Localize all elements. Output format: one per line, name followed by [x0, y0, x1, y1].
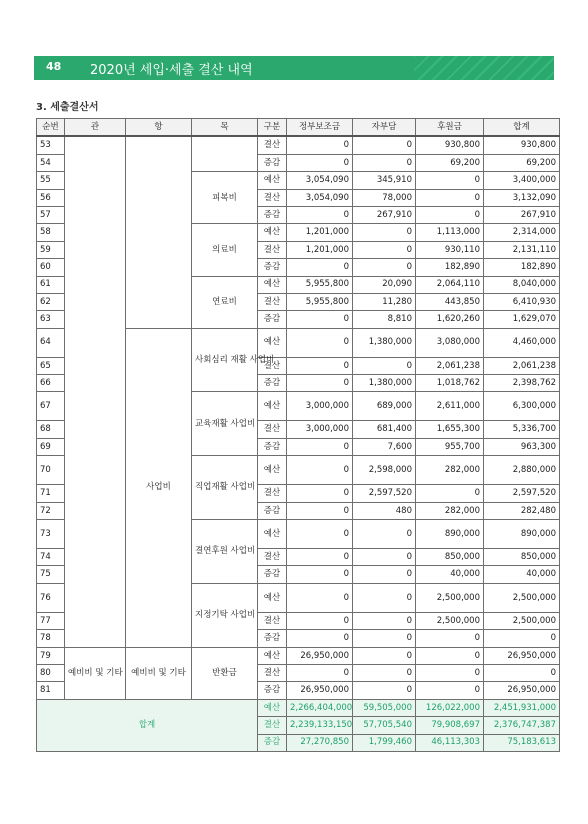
row-gov: 0 — [287, 357, 353, 374]
row-div: 증감 — [258, 630, 287, 647]
row-spon: 0 — [416, 647, 484, 664]
row-div: 결산 — [258, 485, 287, 502]
row-no: 77 — [37, 612, 65, 629]
row-div: 결산 — [258, 549, 287, 566]
row-sum: 182,890 — [484, 259, 560, 276]
row-no: 80 — [37, 664, 65, 681]
row-self: 0 — [353, 630, 416, 647]
col-no: 순번 — [37, 119, 65, 137]
row-gov: 0 — [287, 520, 353, 549]
row-sum: 2,131,110 — [484, 241, 560, 258]
row-gov: 0 — [287, 259, 353, 276]
row-div: 결산 — [258, 421, 287, 438]
row-div: 결산 — [258, 357, 287, 374]
row-no: 56 — [37, 189, 65, 206]
total-self: 57,705,540 — [353, 717, 416, 734]
row-self: 20,090 — [353, 276, 416, 293]
row-gov: 0 — [287, 612, 353, 629]
mok-cell: 지정기탁 사업비 — [192, 583, 258, 647]
row-div: 예산 — [258, 276, 287, 293]
row-sum: 26,950,000 — [484, 682, 560, 699]
row-spon: 2,611,000 — [416, 392, 484, 421]
row-sum: 0 — [484, 664, 560, 681]
row-self: 1,380,000 — [353, 375, 416, 392]
row-self: 0 — [353, 664, 416, 681]
total-label: 합계 — [37, 699, 258, 751]
row-gov: 0 — [287, 456, 353, 485]
total-sum: 2,451,931,000 — [484, 699, 560, 716]
row-div: 예산 — [258, 456, 287, 485]
row-spon: 0 — [416, 485, 484, 502]
row-spon: 1,113,000 — [416, 224, 484, 241]
total-spon: 79,908,697 — [416, 717, 484, 734]
row-div: 예산 — [258, 328, 287, 357]
row-self: 2,598,000 — [353, 456, 416, 485]
gwan-cell — [65, 136, 126, 647]
row-div: 예산 — [258, 172, 287, 189]
row-no: 65 — [37, 357, 65, 374]
gwan-cell: 예비비 및 기타 — [65, 647, 126, 699]
row-no: 59 — [37, 241, 65, 258]
total-sum: 2,376,747,387 — [484, 717, 560, 734]
table-row — [37, 647, 560, 664]
row-sum: 2,398,762 — [484, 375, 560, 392]
row-self: 8,810 — [353, 311, 416, 328]
total-sum: 75,183,613 — [484, 734, 560, 751]
row-self: 11,280 — [353, 293, 416, 310]
row-sum: 2,500,000 — [484, 612, 560, 629]
row-no: 71 — [37, 485, 65, 502]
page-title: 2020년 세입·세출 결산 내역 — [90, 63, 253, 78]
row-sum: 2,314,000 — [484, 224, 560, 241]
mok-cell: 반환금 — [192, 647, 258, 699]
row-spon: 0 — [416, 682, 484, 699]
mok-cell-blank — [192, 136, 258, 171]
col-mok: 목 — [192, 119, 258, 137]
table-row — [37, 136, 560, 154]
total-gov: 2,239,133,150 — [287, 717, 353, 734]
row-self: 0 — [353, 682, 416, 699]
row-no: 60 — [37, 259, 65, 276]
row-self: 0 — [353, 241, 416, 258]
row-no: 81 — [37, 682, 65, 699]
row-gov: 1,201,000 — [287, 224, 353, 241]
row-spon: 1,655,300 — [416, 421, 484, 438]
row-div: 결산 — [258, 189, 287, 206]
row-sum: 890,000 — [484, 520, 560, 549]
row-sum: 2,597,520 — [484, 485, 560, 502]
row-spon: 443,850 — [416, 293, 484, 310]
row-sum: 850,000 — [484, 549, 560, 566]
row-gov: 0 — [287, 583, 353, 612]
total-row — [37, 699, 560, 716]
row-div: 예산 — [258, 224, 287, 241]
row-no: 54 — [37, 154, 65, 171]
row-spon: 2,064,110 — [416, 276, 484, 293]
row-self: 0 — [353, 647, 416, 664]
row-sum: 282,480 — [484, 502, 560, 519]
hang-cell-blank — [126, 136, 192, 328]
hang-cell: 사업비 — [126, 328, 192, 647]
row-gov: 0 — [287, 311, 353, 328]
row-sum: 69,200 — [484, 154, 560, 171]
row-gov: 0 — [287, 630, 353, 647]
total-gov: 2,266,404,000 — [287, 699, 353, 716]
row-gov: 1,201,000 — [287, 241, 353, 258]
section-title: 3. 세출결산서 — [36, 102, 99, 113]
total-div: 결산 — [258, 717, 287, 734]
total-self: 59,505,000 — [353, 699, 416, 716]
mok-cell: 의료비 — [192, 224, 258, 276]
row-no: 63 — [37, 311, 65, 328]
row-no: 78 — [37, 630, 65, 647]
row-div: 증감 — [258, 566, 287, 583]
row-div: 결산 — [258, 293, 287, 310]
mok-cell: 결연후원 사업비 — [192, 520, 258, 584]
expenditure-table — [36, 118, 560, 752]
row-div: 증감 — [258, 154, 287, 171]
row-self: 0 — [353, 224, 416, 241]
row-spon: 0 — [416, 189, 484, 206]
row-div: 증감 — [258, 438, 287, 455]
total-spon: 126,022,000 — [416, 699, 484, 716]
row-div: 증감 — [258, 206, 287, 223]
total-div: 예산 — [258, 699, 287, 716]
row-sum: 6,410,930 — [484, 293, 560, 310]
row-gov: 26,950,000 — [287, 647, 353, 664]
row-gov: 0 — [287, 502, 353, 519]
row-sum: 0 — [484, 630, 560, 647]
row-sum: 5,336,700 — [484, 421, 560, 438]
row-sum: 6,300,000 — [484, 392, 560, 421]
row-sum: 963,300 — [484, 438, 560, 455]
row-no: 74 — [37, 549, 65, 566]
row-gov: 5,955,800 — [287, 293, 353, 310]
row-self: 480 — [353, 502, 416, 519]
mok-cell: 사회심리 재활 사업비 — [192, 328, 258, 392]
col-self: 자부담 — [353, 119, 416, 137]
row-self: 0 — [353, 583, 416, 612]
row-div: 증감 — [258, 682, 287, 699]
row-gov: 0 — [287, 375, 353, 392]
mok-cell: 교육재활 사업비 — [192, 392, 258, 456]
row-spon: 930,110 — [416, 241, 484, 258]
row-spon: 2,500,000 — [416, 612, 484, 629]
col-hang: 항 — [126, 119, 192, 137]
row-self: 0 — [353, 566, 416, 583]
row-div: 예산 — [258, 647, 287, 664]
row-sum: 8,040,000 — [484, 276, 560, 293]
row-spon: 0 — [416, 630, 484, 647]
hang-cell: 예비비 및 기타 — [126, 647, 192, 699]
row-spon: 182,890 — [416, 259, 484, 276]
row-div: 예산 — [258, 520, 287, 549]
total-div: 증감 — [258, 734, 287, 751]
row-no: 57 — [37, 206, 65, 223]
row-no: 58 — [37, 224, 65, 241]
row-self: 689,000 — [353, 392, 416, 421]
row-gov: 0 — [287, 549, 353, 566]
row-div: 결산 — [258, 664, 287, 681]
mok-cell: 직업재활 사업비 — [192, 456, 258, 520]
col-gwan: 관 — [65, 119, 126, 137]
row-no: 70 — [37, 456, 65, 485]
row-spon: 3,080,000 — [416, 328, 484, 357]
row-spon: 1,018,762 — [416, 375, 484, 392]
mok-cell: 연료비 — [192, 276, 258, 328]
row-gov: 0 — [287, 328, 353, 357]
col-div: 구분 — [258, 119, 287, 137]
row-spon: 282,000 — [416, 502, 484, 519]
row-self: 78,000 — [353, 189, 416, 206]
row-no: 62 — [37, 293, 65, 310]
row-no: 79 — [37, 647, 65, 664]
row-no: 69 — [37, 438, 65, 455]
row-no: 67 — [37, 392, 65, 421]
row-spon: 2,500,000 — [416, 583, 484, 612]
row-spon: 850,000 — [416, 549, 484, 566]
row-spon: 282,000 — [416, 456, 484, 485]
row-no: 73 — [37, 520, 65, 549]
row-no: 61 — [37, 276, 65, 293]
row-spon: 69,200 — [416, 154, 484, 171]
row-self: 1,380,000 — [353, 328, 416, 357]
row-div: 결산 — [258, 241, 287, 258]
row-self: 0 — [353, 357, 416, 374]
row-gov: 26,950,000 — [287, 682, 353, 699]
row-gov: 0 — [287, 664, 353, 681]
total-spon: 46,113,303 — [416, 734, 484, 751]
row-spon: 40,000 — [416, 566, 484, 583]
row-spon: 0 — [416, 664, 484, 681]
total-gov: 27,270,850 — [287, 734, 353, 751]
row-gov: 3,054,090 — [287, 172, 353, 189]
row-gov: 0 — [287, 566, 353, 583]
row-self: 0 — [353, 612, 416, 629]
row-no: 68 — [37, 421, 65, 438]
row-div: 결산 — [258, 136, 287, 154]
row-spon: 890,000 — [416, 520, 484, 549]
row-sum: 2,500,000 — [484, 583, 560, 612]
row-sum: 3,132,090 — [484, 189, 560, 206]
row-sum: 3,400,000 — [484, 172, 560, 189]
row-no: 75 — [37, 566, 65, 583]
row-no: 76 — [37, 583, 65, 612]
row-spon: 930,800 — [416, 136, 484, 154]
row-self: 2,597,520 — [353, 485, 416, 502]
row-gov: 0 — [287, 154, 353, 171]
row-gov: 0 — [287, 438, 353, 455]
row-gov: 3,054,090 — [287, 189, 353, 206]
row-self: 345,910 — [353, 172, 416, 189]
row-div: 증감 — [258, 375, 287, 392]
row-spon: 0 — [416, 206, 484, 223]
row-sum: 2,061,238 — [484, 357, 560, 374]
row-no: 53 — [37, 136, 65, 154]
table-header — [37, 119, 560, 137]
row-self: 0 — [353, 549, 416, 566]
row-sum: 26,950,000 — [484, 647, 560, 664]
total-self: 1,799,460 — [353, 734, 416, 751]
row-div: 예산 — [258, 392, 287, 421]
row-self: 0 — [353, 259, 416, 276]
row-self: 267,910 — [353, 206, 416, 223]
row-div: 증감 — [258, 259, 287, 276]
row-sum: 267,910 — [484, 206, 560, 223]
row-sum: 1,629,070 — [484, 311, 560, 328]
row-sum: 2,880,000 — [484, 456, 560, 485]
row-div: 증감 — [258, 502, 287, 519]
row-no: 55 — [37, 172, 65, 189]
row-self: 681,400 — [353, 421, 416, 438]
row-spon: 0 — [416, 172, 484, 189]
row-gov: 0 — [287, 206, 353, 223]
row-no: 72 — [37, 502, 65, 519]
row-sum: 4,460,000 — [484, 328, 560, 357]
row-gov: 3,000,000 — [287, 421, 353, 438]
row-div: 결산 — [258, 612, 287, 629]
row-self: 7,600 — [353, 438, 416, 455]
row-sum: 40,000 — [484, 566, 560, 583]
mok-cell: 피복비 — [192, 172, 258, 224]
row-gov: 3,000,000 — [287, 392, 353, 421]
row-div: 예산 — [258, 583, 287, 612]
row-self: 0 — [353, 154, 416, 171]
row-gov: 0 — [287, 136, 353, 154]
row-spon: 2,061,238 — [416, 357, 484, 374]
col-sum: 합계 — [484, 119, 560, 137]
row-self: 0 — [353, 520, 416, 549]
col-gov: 정부보조금 — [287, 119, 353, 137]
row-no: 66 — [37, 375, 65, 392]
col-spon: 후원금 — [416, 119, 484, 137]
row-spon: 955,700 — [416, 438, 484, 455]
row-spon: 1,620,260 — [416, 311, 484, 328]
row-self: 0 — [353, 136, 416, 154]
row-sum: 930,800 — [484, 136, 560, 154]
row-div: 증감 — [258, 311, 287, 328]
page-number: 48 — [46, 60, 62, 73]
row-no: 64 — [37, 328, 65, 357]
row-gov: 0 — [287, 485, 353, 502]
row-gov: 5,955,800 — [287, 276, 353, 293]
